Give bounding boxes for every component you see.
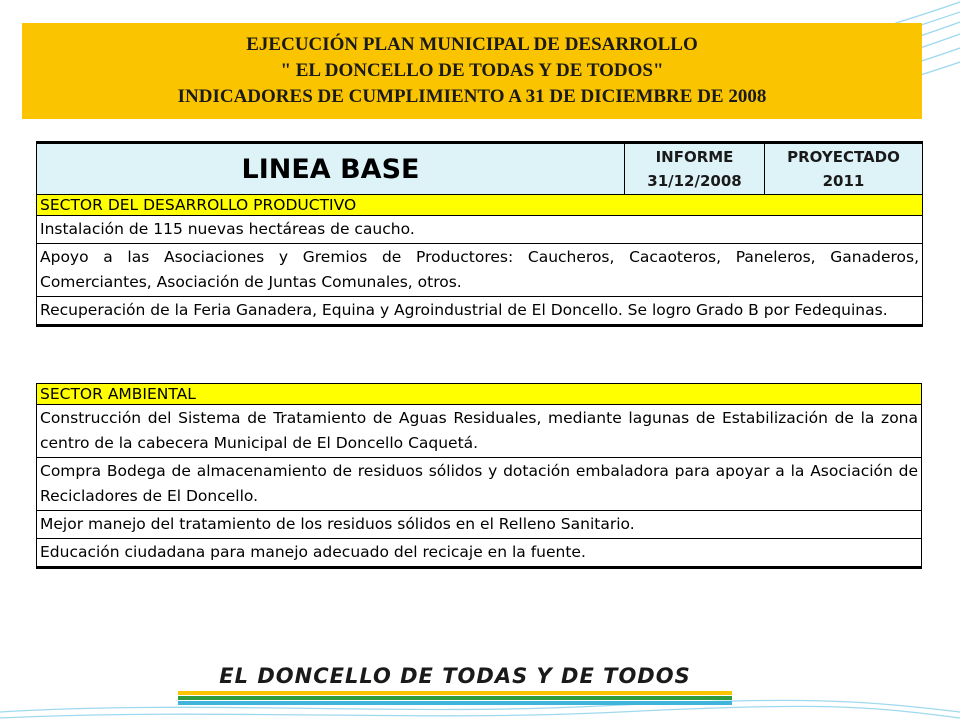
table-row: [37, 216, 923, 244]
table-header-row: [37, 143, 923, 195]
table-row: [37, 458, 922, 511]
indicator-text: Mejor manejo del tratamiento de los residuos sólidos en el Relleno Sanitario.: [37, 511, 922, 539]
indicator-text: Apoyo a las Asociaciones y Gremios de Productores: Caucheros, Cacaoteros, Paneleros, Ganaderos, Comerciantes, Asociación de Juntas Comunales, otros.: [37, 244, 923, 297]
footer-bar-yellow: [178, 691, 732, 695]
footer-bar-green: [178, 696, 732, 700]
title-line-2: " EL DONCELLO DE TODAS Y DE TODOS": [280, 60, 664, 81]
productive-sector-table: [36, 141, 923, 327]
indicator-text: Construcción del Sistema de Tratamiento de Aguas Residuales, mediante lagunas de Estabilización de la zona centro de la cabecera Municipal de El Doncello Caquetá.: [37, 405, 922, 458]
footer-bar-blue: [178, 701, 732, 705]
indicator-text: Instalación de 115 nuevas hectáreas de caucho.: [37, 216, 923, 244]
table-row: [37, 244, 923, 297]
footer-slogan-block: [178, 664, 732, 705]
table-row: [37, 511, 922, 539]
sector-productivo-title: SECTOR DEL DESARROLLO PRODUCTIVO: [37, 195, 923, 216]
sector-row: [37, 384, 922, 405]
table-row: [37, 405, 922, 458]
indicator-text: Compra Bodega de almacenamiento de residuos sólidos y dotación embaladora para apoyar a la Asociación de Recicladores de El Doncello.: [37, 458, 922, 511]
table-row: [37, 539, 922, 568]
title-banner: [22, 23, 922, 119]
title-line-1: EJECUCIÓN PLAN MUNICIPAL DE DESARROLLO: [246, 34, 698, 55]
indicator-text: Educación ciudadana para manejo adecuado del recicaje en la fuente.: [37, 539, 922, 568]
environmental-sector-table: [36, 383, 922, 569]
sector-row: [37, 195, 923, 216]
title-line-3: INDICADORES DE CUMPLIMIENTO A 31 DE DICIEMBRE DE 2008: [177, 86, 767, 107]
linea-base-heading: LINEA BASE: [37, 143, 625, 195]
table-row: [37, 297, 923, 326]
proyectado-column-header: PROYECTADO 2011: [765, 143, 923, 195]
indicator-text: Recuperación de la Feria Ganadera, Equina y Agroindustrial de El Doncello. Se logro Grado B por Fedequinas.: [37, 297, 923, 326]
sector-ambiental-title: SECTOR AMBIENTAL: [37, 384, 922, 405]
informe-column-header: INFORME 31/12/2008: [625, 143, 765, 195]
footer-slogan: EL DONCELLO DE TODAS Y DE TODOS: [219, 664, 691, 688]
